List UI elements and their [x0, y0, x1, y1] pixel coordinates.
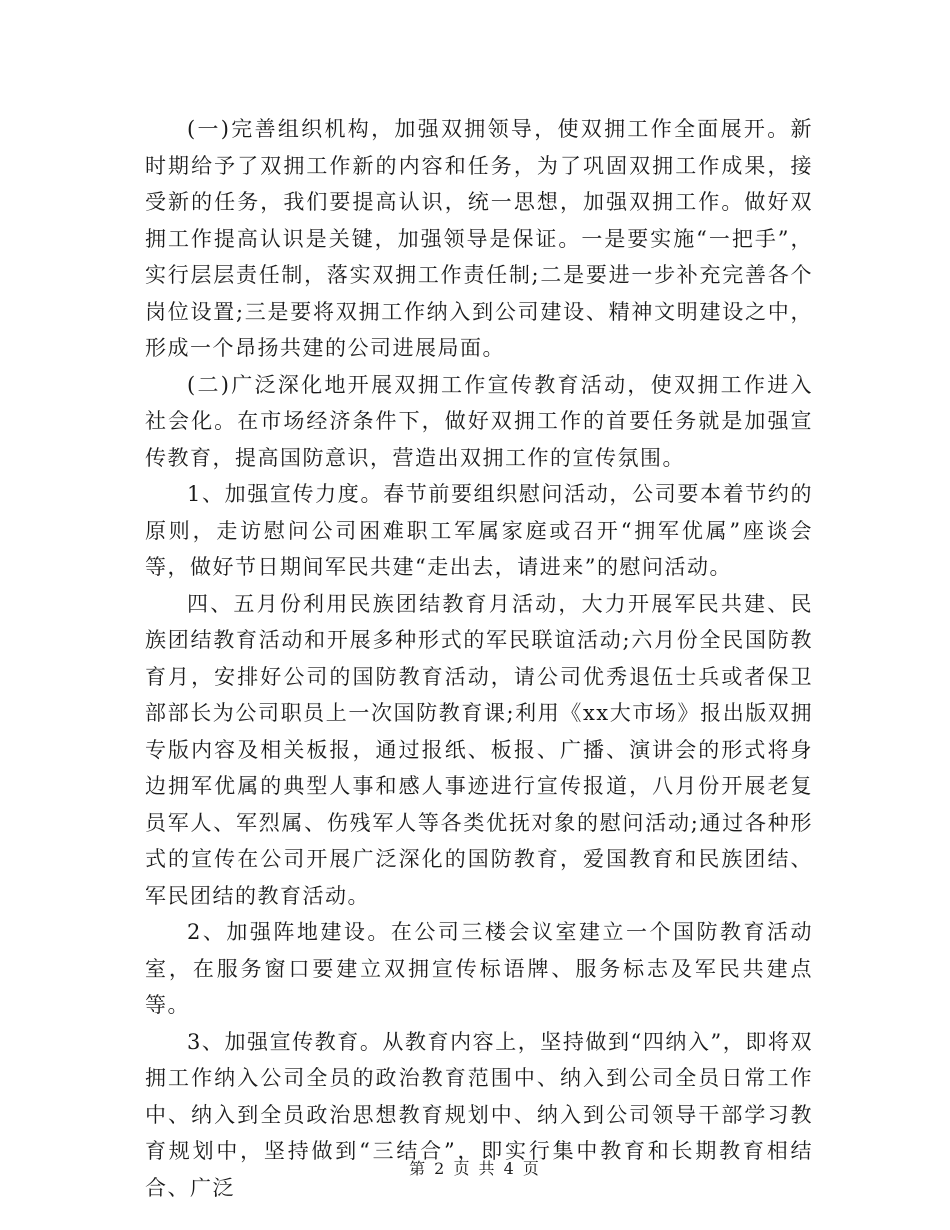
paragraph-monthly-activities: 四、五月份利用民族团结教育月活动，大力开展军民共建、民族团结教育活动和开展多种形式的军民联谊活动;六月份全民国防教育月，安排好公司的国防教育活动，请公司优秀退伍士兵或者保卫部部长为公司职员上一次国防教育课;利用《xx大市场》报出版双拥专版内容及相关板报，通过报纸、板报、广播、演讲会的形式将身边拥军优属的典型人事和感人事迹进行宣传报道，八月份开展老复员军人、军烈属、伤残军人等各类优抚对象的慰问活动;通过各种形式的宣传在公司开展广泛深化的国防教育，爱国教育和民族团结、军民团结的教育活动。: [145, 591, 813, 908]
paragraph-org-structure: (一)完善组织机构，加强双拥领导，使双拥工作全面展开。新时期给予了双拥工作新的内容和任务，为了巩固双拥工作成果，接受新的任务，我们要提高认识，统一思想，加强双拥工作。做好双拥工作提高认识是关键，加强领导是保证。一是要实施“一把手”，实行层层责任制，落实双拥工作责任制;二是要进一步补充完善各个岗位设置;三是要将双拥工作纳入到公司建设、精神文明建设之中，形成一个昂扬共建的公司进展局面。: [145, 117, 813, 360]
page-number-footer: 第 2 页 共 4 页: [409, 1159, 541, 1178]
document-body: [145, 111, 813, 1206]
paragraph-publicity-content: 3、加强宣传教育。从教育内容上，坚持做到“四纳入”，即将双拥工作纳入公司全员的政治教育范围中、纳入到公司全员日常工作中、纳入到全员政治思想教育规划中、纳入到公司领导干部学习教育规划中，坚持做到“三结合”，即实行集中教育和长期教育相结合、广泛: [145, 1029, 813, 1200]
paragraph-strengthen-publicity: 1、加强宣传力度。春节前要组织慰问活动，公司要本着节约的原则，走访慰问公司困难职工军属家庭或召开“拥军优属”座谈会等，做好节日期间军民共建“走出去，请进来”的慰问活动。: [145, 482, 813, 579]
paragraph-position-building: 2、加强阵地建设。在公司三楼会议室建立一个国防教育活动室，在服务窗口要建立双拥宣传标语牌、服务标志及军民共建点等。: [145, 920, 813, 1017]
paragraph-publicity-education: (二)广泛深化地开展双拥工作宣传教育活动，使双拥工作进入社会化。在市场经济条件下，做好双拥工作的首要任务就是加强宣传教育，提高国防意识，营造出双拥工作的宣传氛围。: [145, 372, 813, 470]
